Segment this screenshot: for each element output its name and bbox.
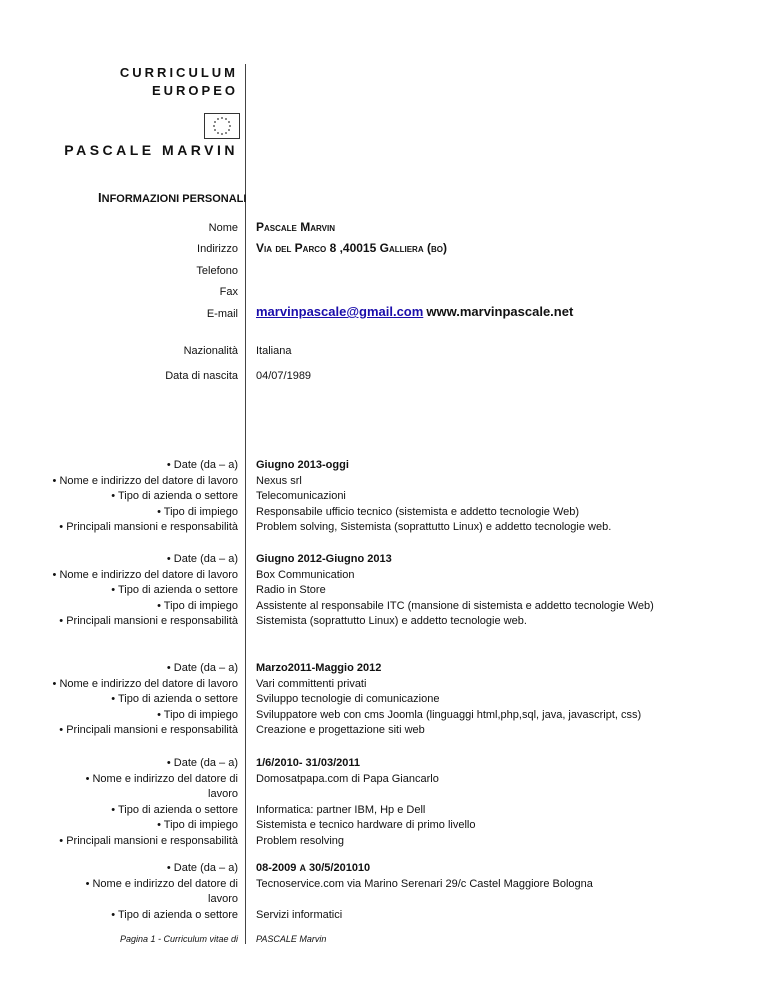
exp-label: • Principali mansioni e responsabilità: [59, 834, 238, 847]
label-telefono: Telefono: [196, 265, 238, 277]
website-text: www.marvinpascale.net: [426, 304, 574, 319]
exp-date: Giugno 2013-oggi: [256, 459, 349, 471]
label-nome: Nome: [208, 222, 238, 234]
exp-label: • Nome e indirizzo del datore di: [85, 772, 238, 785]
exp-label: lavoro: [208, 788, 238, 800]
exp-label: lavoro: [208, 893, 238, 905]
exp-employer: Vari committenti privati: [256, 677, 367, 690]
exp-label: • Tipo di azienda o settore: [111, 803, 238, 816]
exp-label: • Principali mansioni e responsabilità: [59, 724, 238, 736]
exp-role: Sistemista e tecnico hardware di primo livello: [256, 819, 476, 831]
exp-label: • Principali mansioni e responsabilità: [59, 615, 238, 627]
exp-label: • Nome e indirizzo del datore di lavoro: [52, 568, 238, 581]
exp3-labels: [53, 661, 238, 739]
footer-page-label: Pagina 1 - Curriculum vitae di: [119, 934, 238, 944]
exp-spacer: [256, 787, 475, 803]
value-data-nascita: 04/07/1989: [256, 370, 312, 382]
value-email-row: [256, 305, 573, 320]
exp-role: Sviluppatore web con cms Joomla (linguaggi html,php,sql, java, javascript, css): [256, 708, 642, 721]
exp-date: 1/6/2010- 31/03/2011: [256, 757, 360, 769]
exp-label: • Tipo di azienda o settore: [111, 584, 238, 596]
exp-date: [256, 861, 593, 877]
exp3-values: [256, 661, 641, 739]
eu-flag-icon: [204, 113, 240, 139]
email-link[interactable]: marvinpascale@gmail.com: [256, 304, 424, 319]
exp-duties: Problem solving, Sistemista (soprattutto Linux) e addetto tecnologie web.: [256, 521, 612, 533]
exp-date-end: 30/5/201010: [309, 862, 371, 874]
exp2-values: [256, 552, 654, 630]
exp-label: • Tipo di impiego: [157, 819, 238, 831]
exp-employer: Box Communication: [256, 568, 355, 581]
exp-employer: Domosatpapa.com di Papa Giancarlo: [256, 772, 439, 785]
exp-spacer: [256, 892, 593, 908]
exp-date: Giugno 2012-Giugno 2013: [256, 553, 392, 565]
exp-date-sep: A: [299, 863, 306, 873]
value-nazionalita: Italiana: [256, 345, 292, 357]
exp-role: Assistente al responsabile ITC (mansione di sistemista e addetto tecnologie Web): [256, 599, 654, 612]
exp-label: • Date (da – a): [166, 757, 238, 769]
exp-sector: Radio in Store: [256, 584, 326, 596]
label-email: E-mail: [206, 308, 238, 320]
label-data-nascita: Data di nascita: [165, 370, 238, 382]
cv-name-heading: PASCALE MARVIN: [64, 142, 238, 158]
exp-employer: Nexus srl: [256, 474, 302, 487]
exp5-values: [256, 861, 593, 923]
value-indirizzo: Via del Parco 8 ,40015 Galliera (bo): [256, 241, 447, 255]
exp-label: • Nome e indirizzo del datore di lavoro: [52, 677, 238, 690]
exp-label: • Tipo di azienda o settore: [111, 908, 238, 921]
exp-duties: Creazione e progettazione siti web: [256, 724, 425, 736]
exp-duties: Problem resolving: [256, 834, 345, 847]
exp2-labels: [53, 552, 238, 630]
section-rest: NFORMAZIONI PERSONALI: [101, 193, 247, 205]
exp-label: • Tipo di impiego: [157, 599, 238, 612]
exp-label: • Nome e indirizzo del datore di lavoro: [52, 474, 238, 487]
exp-label: • Tipo di impiego: [157, 505, 238, 518]
exp-label: • Principali mansioni e responsabilità: [59, 521, 238, 533]
exp-employer: Tecnoservice.com via Marino Serenari 29/c Castel Maggiore Bologna: [256, 877, 593, 890]
exp-role: Responsabile ufficio tecnico (sistemista e addetto tecnologie Web): [256, 505, 580, 518]
title-curriculum: CURRICULUM: [119, 65, 238, 80]
exp1-values: [256, 458, 611, 536]
exp-sector: Sviluppo tecnologie di comunicazione: [256, 693, 440, 705]
footer-name: PASCALE Marvin: [256, 934, 327, 944]
exp-sector: Informatica: partner IBM, Hp e Dell: [256, 803, 426, 816]
section-initial: I: [98, 190, 102, 205]
exp-date-start: 08-2009: [256, 862, 297, 874]
exp4-labels: [59, 756, 238, 849]
label-indirizzo: Indirizzo: [197, 243, 238, 255]
exp-label: • Tipo di impiego: [157, 708, 238, 721]
exp-sector: Servizi informatici: [256, 908, 343, 921]
value-nome: Pascale Marvin: [256, 220, 335, 234]
eu-stars-icon: [205, 114, 239, 138]
exp5-labels: [86, 861, 238, 923]
exp-label: • Date (da – a): [166, 862, 238, 874]
exp-label: • Tipo di azienda o settore: [111, 693, 238, 705]
label-nazionalita: Nazionalità: [183, 345, 238, 357]
exp-label: • Tipo di azienda o settore: [111, 490, 238, 502]
exp-duties: Sistemista (soprattutto Linux) e addetto tecnologie web.: [256, 615, 527, 627]
exp-label: • Date (da – a): [166, 553, 238, 565]
exp1-labels: [53, 458, 238, 536]
exp4-values: [256, 756, 475, 849]
exp-label: • Nome e indirizzo del datore di: [85, 877, 238, 890]
section-personal-info: [98, 190, 246, 205]
exp-label: • Date (da – a): [166, 662, 238, 674]
title-europeo: EUROPEO: [151, 83, 238, 98]
label-fax: Fax: [219, 286, 238, 298]
exp-label: • Date (da – a): [166, 459, 238, 471]
exp-date: Marzo2011-Maggio 2012: [256, 662, 382, 674]
exp-sector: Telecomunicazioni: [256, 490, 346, 502]
